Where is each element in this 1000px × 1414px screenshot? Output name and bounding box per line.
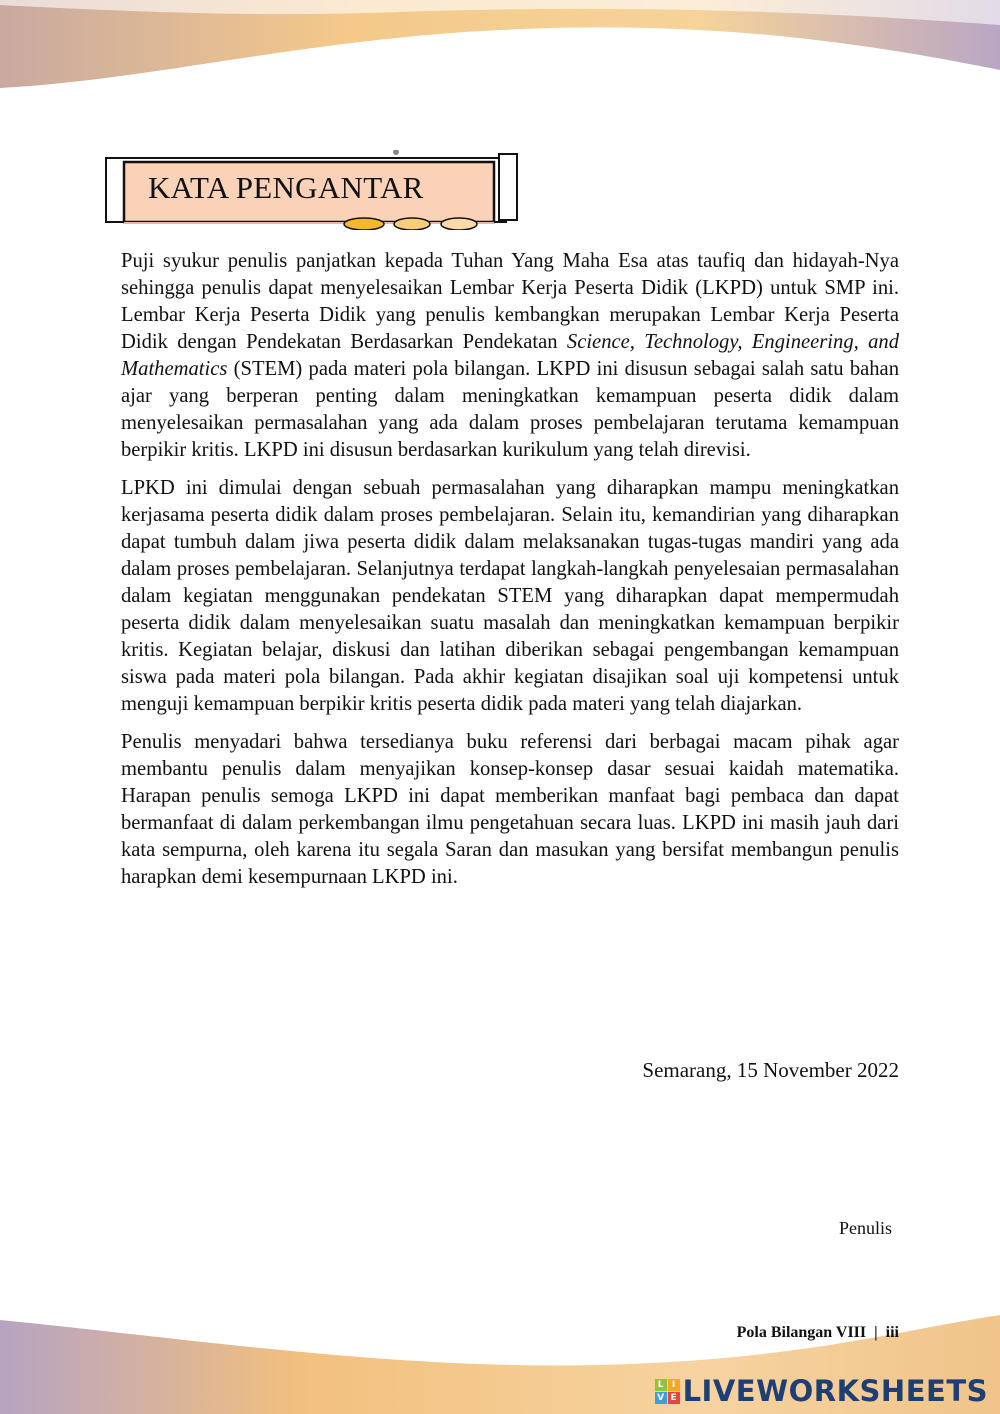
logo-letter: E: [668, 1392, 680, 1404]
page-title: KATA PENGANTAR: [148, 170, 424, 205]
logo-letter: I: [668, 1379, 680, 1391]
paragraph-3: Penulis menyadari bahwa tersedianya buku referensi dari berbagai macam pihak agar membantu penulis dalam menyajikan konsep-konsep dasar sesuai kaidah matematika. Harapan penulis semoga LKPD ini dapat memberikan manfaat bagi pembaca dan dapat bermanfaat di dalam perkembangan ilmu pengetahuan secara luas. LKPD ini masih jauh dari kata sempurna, oleh karena itu segala Saran dan masukan yang bersifat membangun penulis harapkan demi kesempurnaan LKPD ini.: [121, 731, 899, 888]
author-label: Penulis: [838, 1218, 892, 1238]
page-footer: Pola Bilangan VIII | iii: [736, 1324, 899, 1341]
paragraph-text: Puji syukur penulis panjatkan kepada Tuhan Yang Maha Esa atas taufiq dan hidayah-Nya sehingga penulis dapat menyelesaikan Lembar Kerja Peserta Didik (LKPD) untuk SMP ini. Lembar Kerja Peserta Didik yang penulis kembangkan merupakan Lembar Kerja Peserta Didik dengan Pendekatan Berdasarkan Pendekatan: [121, 250, 899, 353]
italic-term: Science, Technology, Engineering, and Mathematics: [121, 331, 900, 380]
paragraph-text: (STEM) pada materi pola bilangan. LKPD ini disusun sebagai salah satu bahan ajar yang berperan penting dalam meningkatkan kemampuan peserta didik dalam menyelesaikan permasalahan yang ada dalam proses pembelajaran terutama kemampuan berpikir kritis. LKPD ini disusun berdasarkan kurikulum yang telah direvisi.: [121, 358, 899, 461]
signature-date: Semarang, 15 November 2022: [642, 1058, 899, 1082]
logo-letter: V: [655, 1392, 667, 1404]
top-wave-decoration: [0, 0, 1000, 90]
logo-icon: [655, 1379, 680, 1404]
liveworksheets-logo: [655, 1374, 988, 1408]
logo-letter: L: [655, 1379, 667, 1391]
body-text: [121, 248, 899, 902]
logo-text: LIVEWORKSHEETS: [682, 1374, 988, 1408]
paragraph-2: LPKD ini dimulai dengan sebuah permasalahan yang diharapkan mampu meningkatkan kerjasama peserta didik dalam proses pembelajaran. Selain itu, kemandirian yang diharapkan dapat tumbuh dalam jiwa peserta didik dalam melaksanakan tugas-tugas mandiri yang ada dalam proses pembelajaran. Selanjutnya terdapat langkah-langkah penyelesaian permasalahan dalam kegiatan menggunakan pendekatan STEM yang diharapkan dapat mempermudah peserta didik dalam menyelesaikan suatu masalah dan meningkatkan kemampuan berpikir kritis. Kegiatan belajar, diskusi dan latihan diberikan sebagai pengembangan kemampuan siswa pada materi pola bilangan. Pada akhir kegiatan disajikan soal uji kompetensi untuk menguji kemampuan berpikir kritis peserta didik pada materi yang telah diajarkan.: [121, 477, 899, 715]
paragraph-1: [121, 248, 899, 464]
